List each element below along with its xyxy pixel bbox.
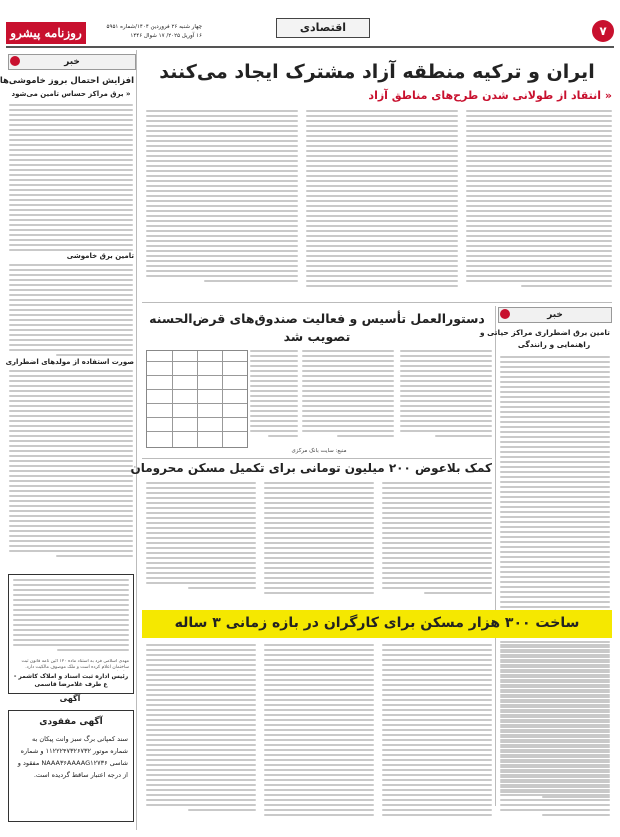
banner-column-1 — [500, 644, 610, 822]
lead-column-2 — [306, 110, 458, 300]
housing-column-3 — [146, 482, 256, 602]
regulation-headline: دستورالعمل تأسیس و فعالیت صندوق‌های قرض‌الحسنه — [149, 311, 485, 326]
banner-headline: ساخت ۳۰۰ هزار مسکن برای کارگران در بازه زمانی ۳ ساله — [174, 615, 580, 631]
sidebar-tag-label: خبر — [64, 57, 80, 67]
regulation-headline-2: تصویب شد — [283, 329, 351, 344]
regulation-column-3 — [250, 350, 298, 442]
sidebar-article1-title: افزایش احتمال بروز خاموشی‌ها — [0, 76, 134, 86]
banner-column-4 — [146, 644, 256, 822]
regulation-column-1 — [400, 350, 492, 442]
sidebar-subhead-2: صورت استفاده از مولدهای اضطراری — [5, 358, 134, 366]
right-article-headline-2: راهنمایی و رانندگی — [517, 340, 591, 349]
legal-notice-title: آگهی — [59, 694, 81, 703]
right-column-divider — [495, 306, 496, 806]
legal-notice-body — [13, 579, 129, 659]
sidebar-divider — [136, 50, 137, 830]
lost-document-body: سند کمپانی برگ سبز وانت پیکان به شماره موتور ۱۱۲۲۲۴۷۳۲۶۷۳۲ و شماره شاسی NAAA۳۶AAAAG۱۲۷۳۶ مفقود و از درجه اعتبار ساقط گردیده است. — [17, 735, 128, 779]
sidebar-tag-icon — [10, 56, 20, 66]
banner-column-3 — [264, 644, 374, 822]
sidebar-article1-body — [9, 104, 133, 254]
page-number: ۷ — [599, 24, 607, 38]
right-column-tag-label: خبر — [547, 310, 563, 320]
banner-headline-bar — [142, 610, 612, 638]
sidebar-subhead-1: تامین برق خاموشی — [66, 252, 134, 260]
housing-column-2 — [264, 482, 374, 602]
page-header — [0, 0, 620, 44]
sidebar-article3-body — [9, 370, 133, 560]
lead-column-3 — [146, 110, 298, 296]
sidebar-article2-body — [9, 264, 133, 358]
sidebar-article1-subtitle: « برق مراکز حساس تامین می‌شود — [11, 90, 131, 98]
legal-notice-text: مهدی اسلامی فرد به استناد ماده ۱۲۰ آئین نامه قانون ثبت ساختمان اعلام کرده است و ملک موصوف مالکیت دارد. — [21, 659, 129, 670]
sidebar-tag — [8, 54, 136, 70]
right-article-headline: تامین برق اضطراری مراکز حیاتی و — [479, 328, 610, 337]
date-line-1: چهار شنبه ۲۶ فروردین ۱۴۰۴/شماره ۵۹۵۱ — [106, 24, 202, 30]
masthead-logo — [6, 22, 86, 44]
logo-text: روزنامه پیشرو — [10, 26, 82, 40]
section-title: اقتصادی — [299, 21, 347, 34]
regulation-table — [146, 350, 248, 448]
right-column-tag — [498, 307, 612, 323]
lead-subheadline: « انتقاد از طولانی شدن طرح‌های مناطق آزاد — [368, 89, 612, 102]
section-title-box — [276, 18, 370, 38]
header-rule — [6, 46, 614, 48]
legal-notice-box — [8, 574, 134, 694]
lost-document-ad — [8, 710, 134, 822]
lost-document-title: آگهی مفقودی — [39, 717, 103, 727]
regulation-column-2 — [302, 350, 394, 442]
legal-notice-footer: رئیس اداره ثبت اسناد و املاک کاشمر - ع طرف غلامرضا قاسمی — [13, 673, 129, 688]
regulation-bottom-rule — [142, 458, 492, 459]
housing-headline: کمک بلاعوض ۲۰۰ میلیون تومانی برای تکمیل مسکن محرومان — [130, 461, 492, 475]
right-column-tag-icon — [500, 309, 510, 319]
lead-bottom-rule — [142, 302, 612, 303]
housing-column-1 — [382, 482, 492, 602]
banner-column-2 — [382, 644, 492, 822]
date-line-2: ۱۶ آوریل ۲۰۲۵/ ۱۷ شوال ۱۴۴۶ — [130, 33, 202, 39]
lead-column-1 — [466, 110, 612, 300]
lead-headline: ایران و ترکیه منطقه آزاد مشترک ایجاد می‌کنند — [159, 61, 595, 83]
page-number-badge — [592, 20, 614, 42]
issue-date — [92, 23, 202, 41]
regulation-table-caption: منبع: سایت بانک مرکزی — [291, 448, 347, 454]
